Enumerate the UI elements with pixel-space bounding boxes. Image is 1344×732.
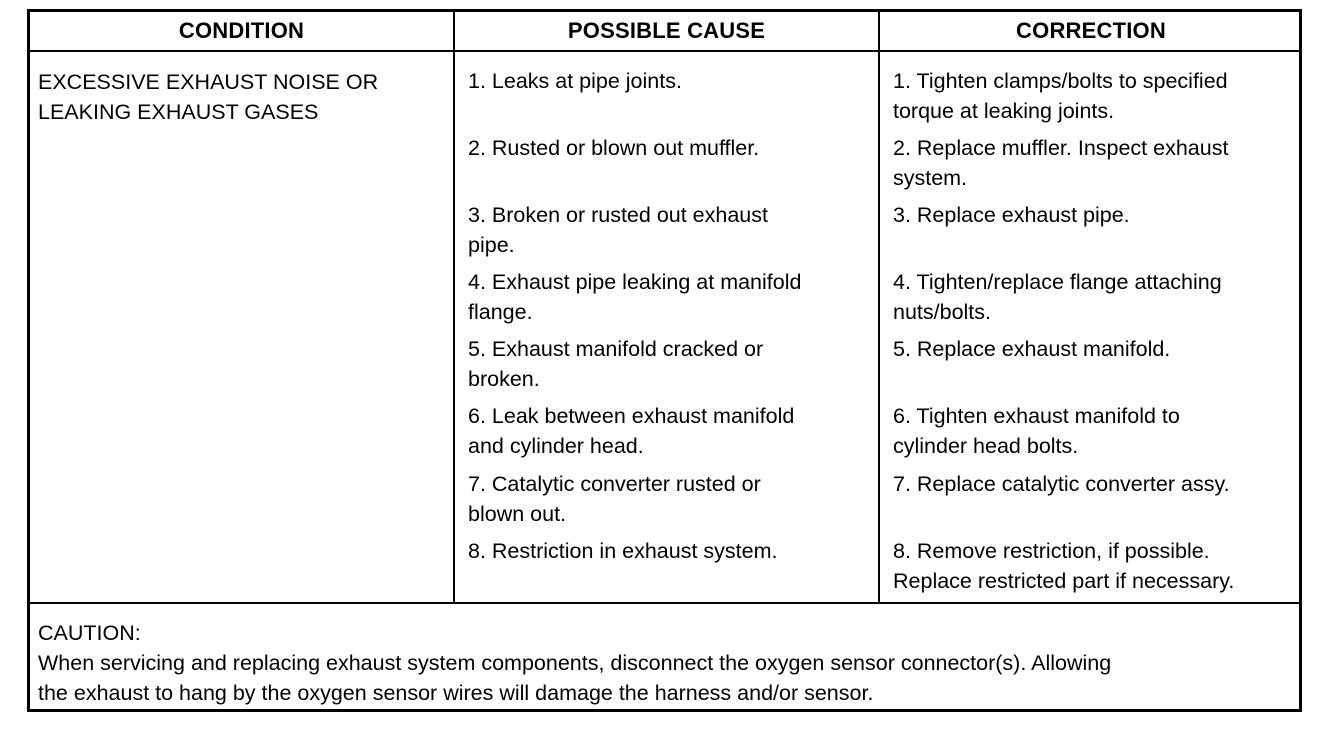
caution-text <box>38 649 1293 708</box>
caution-line: When servicing and replacing exhaust system components, disconnect the oxygen sensor connector(s). Allowing <box>38 651 1112 675</box>
cause-item: 6. Leak between exhaust manifold and cylinder head. <box>468 404 795 458</box>
troubleshooting-table <box>27 9 1302 712</box>
condition-cell <box>38 68 448 127</box>
correction-item: 5. Replace exhaust manifold. <box>893 337 1171 361</box>
column-divider <box>878 12 880 602</box>
condition-line: LEAKING EXHAUST GASES <box>38 99 319 124</box>
condition-line: EXCESSIVE EXHAUST NOISE OR <box>38 70 379 94</box>
correction-item: 4. Tighten/replace flange attaching nuts/bolts. <box>893 270 1222 324</box>
cause-item: 1. Leaks at pipe joints. <box>468 69 682 93</box>
correction-item: 7. Replace catalytic converter assy. <box>893 472 1230 496</box>
caution-block <box>30 602 1299 709</box>
cause-item: 3. Broken or rusted out exhaust pipe. <box>468 203 768 257</box>
cause-item: 8. Restriction in exhaust system. <box>468 539 778 563</box>
cause-item: 7. Catalytic converter rusted or blown out. <box>468 472 761 526</box>
cause-item: 4. Exhaust pipe leaking at manifold flange. <box>468 270 802 324</box>
correction-item: 1. Tighten clamps/bolts to specified torque at leaking joints. <box>893 69 1228 123</box>
table-header-row <box>30 12 1299 52</box>
correction-item: 2. Replace muffler. Inspect exhaust system. <box>893 136 1229 190</box>
cause-item: 2. Rusted or blown out muffler. <box>468 136 760 160</box>
caution-line: the exhaust to hang by the oxygen sensor wires will damage the harness and/or sensor. <box>38 680 874 705</box>
header-correction: CORRECTION <box>1016 18 1166 43</box>
header-condition: CONDITION <box>178 18 305 43</box>
header-possible-cause: POSSIBLE CAUSE <box>567 18 766 43</box>
correction-item: 6. Tighten exhaust manifold to cylinder head bolts. <box>893 404 1180 458</box>
correction-item: 8. Remove restriction, if possible. Replace restricted part if necessary. <box>893 539 1235 593</box>
cause-item: 5. Exhaust manifold cracked or broken. <box>468 337 764 391</box>
caution-title: CAUTION: <box>38 621 141 645</box>
correction-item: 3. Replace exhaust pipe. <box>893 203 1130 227</box>
column-divider <box>453 12 455 602</box>
